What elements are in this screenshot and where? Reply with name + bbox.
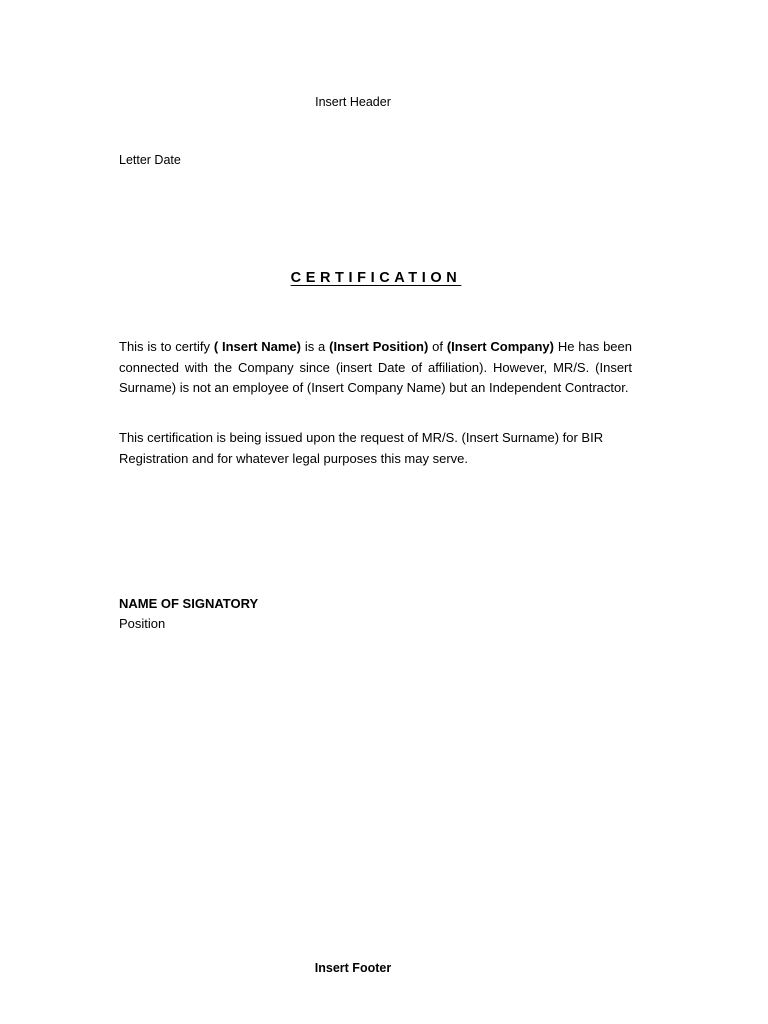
insert-position-placeholder: (Insert Position) [329, 339, 429, 354]
signatory-block [119, 594, 258, 634]
paragraph-text: He has been connected with the Company since (insert Date of affiliation). However, MR/S. (Insert Surname) is not an employee of (Insert Company Name) but an Independent Contractor. [119, 339, 632, 395]
paragraph-text: This is to certify [119, 339, 214, 354]
signatory-name: NAME OF SIGNATORY [119, 596, 259, 611]
document-footer: Insert Footer [314, 961, 392, 975]
letter-date: Letter Date [119, 153, 181, 167]
paragraph-text: is a [300, 339, 330, 354]
document-header: Insert Header [315, 95, 391, 109]
certification-paragraph-1 [119, 337, 632, 399]
paragraph-text: of [428, 339, 447, 354]
insert-name-placeholder: ( Insert Name) [213, 339, 301, 354]
document-title: CERTIFICATION [290, 270, 462, 286]
certification-paragraph-2: This certification is being issued upon the request of MR/S. (Insert Surname) for BIR Registration and for whatever legal purposes this may serve. [119, 430, 604, 466]
insert-company-placeholder: (Insert Company) [446, 339, 554, 354]
signatory-position: Position [119, 616, 166, 631]
